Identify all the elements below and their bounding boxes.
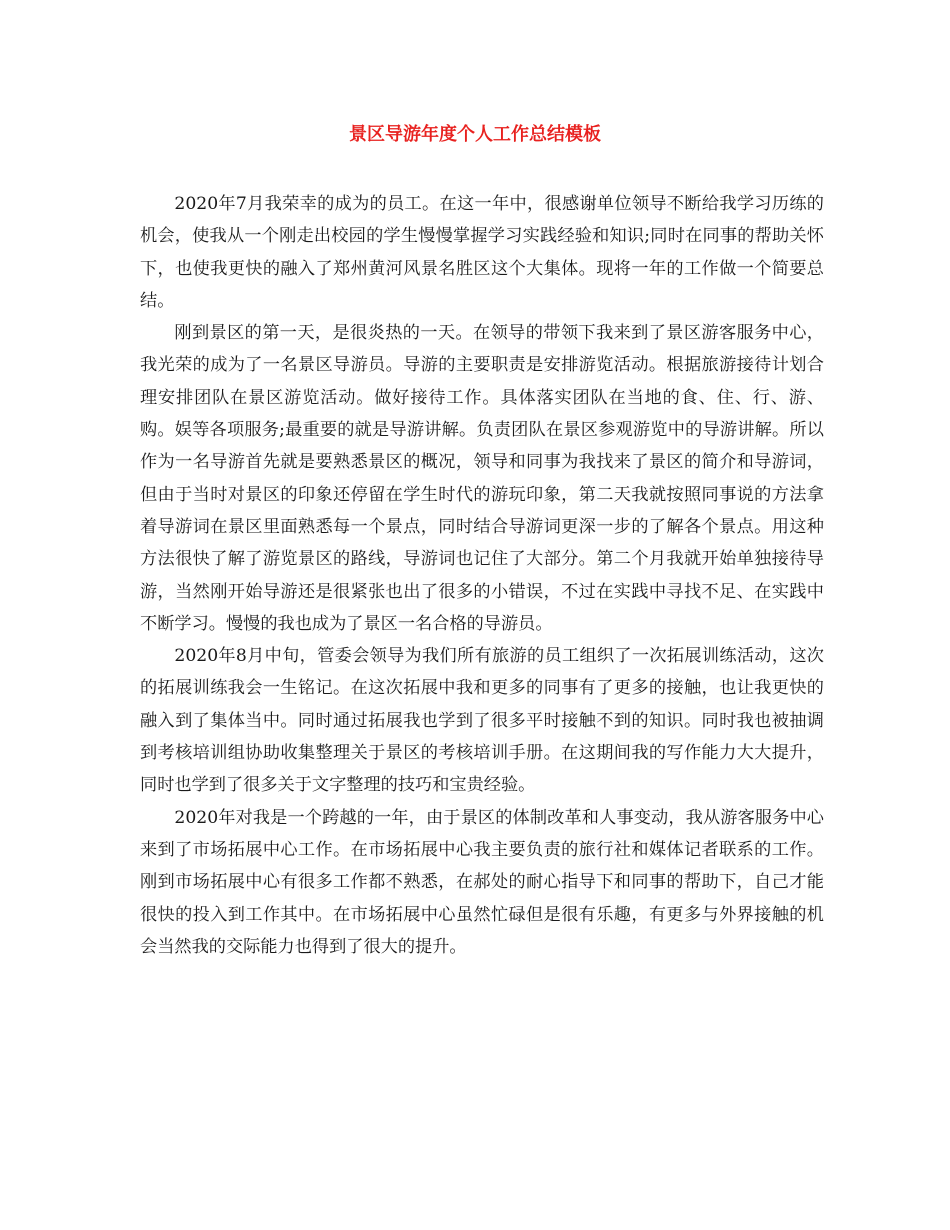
paragraph-3: 2020年8月中旬，管委会领导为我们所有旅游的员工组织了一次拓展训练活动，这次的拓展训练我会一生铭记。在这次拓展中我和更多的同事有了更多的接触，也让我更快的融入到了集体当中。同时通过拓展我也学到了很多平时接触不到的知识。同时我也被抽调到考核培训组协助收集整理关于景区的考核培训手册。在这期间我的写作能力大大提升，同时也学到了很多关于文字整理的技巧和宝贵经验。 — [140, 646, 824, 796]
paragraph-1: 2020年7月我荣幸的成为的员工。在这一年中，很感谢单位领导不断给我学习历练的机会，使我从一个刚走出校园的学生慢慢掌握学习实践经验和知识;同时在同事的帮助关怀下，也使我更快的融入了郑州黄河风景名胜区这个大集体。现将一年的工作做一个简要总结。 — [140, 194, 824, 311]
document-body — [140, 188, 824, 963]
paragraph-2: 刚到景区的第一天，是很炎热的一天。在领导的带领下我来到了景区游客服务中心，我光荣的成为了一名景区导游员。导游的主要职责是安排游览活动。根据旅游接待计划合理安排团队在景区游览活动。做好接待工作。具体落实团队在当地的食、住、行、游、购。娱等各项服务;最重要的就是导游讲解。负责团队在景区参观游览中的导游讲解。所以作为一名导游首先就是要熟悉景区的概况，领导和同事为我找来了景区的简介和导游词，但由于当时对景区的印象还停留在学生时代的游玩印象，第二天我就按照同事说的方法拿着导游词在景区里面熟悉每一个景点，同时结合导游词更深一步的了解各个景点。用这种方法很快了解了游览景区的路线，导游词也记住了大部分。第二个月我就开始单独接待导游，当然刚开始导游还是很紧张也出了很多的小错误，不过在实践中寻找不足、在实践中不断学习。慢慢的我也成为了景区一名合格的导游员。 — [140, 323, 824, 634]
document-title: 景区导游年度个人工作总结模板 — [349, 124, 601, 145]
paragraph-4: 2020年对我是一个跨越的一年，由于景区的体制改革和人事变动，我从游客服务中心来到了市场拓展中心工作。在市场拓展中心我主要负责的旅行社和媒体记者联系的工作。刚到市场拓展中心有很多工作都不熟悉，在郝处的耐心指导下和同事的帮助下，自己才能很快的投入到工作其中。在市场拓展中心虽然忙碌但是很有乐趣，有更多与外界接触的机会当然我的交际能力也得到了很大的提升。 — [140, 807, 824, 957]
